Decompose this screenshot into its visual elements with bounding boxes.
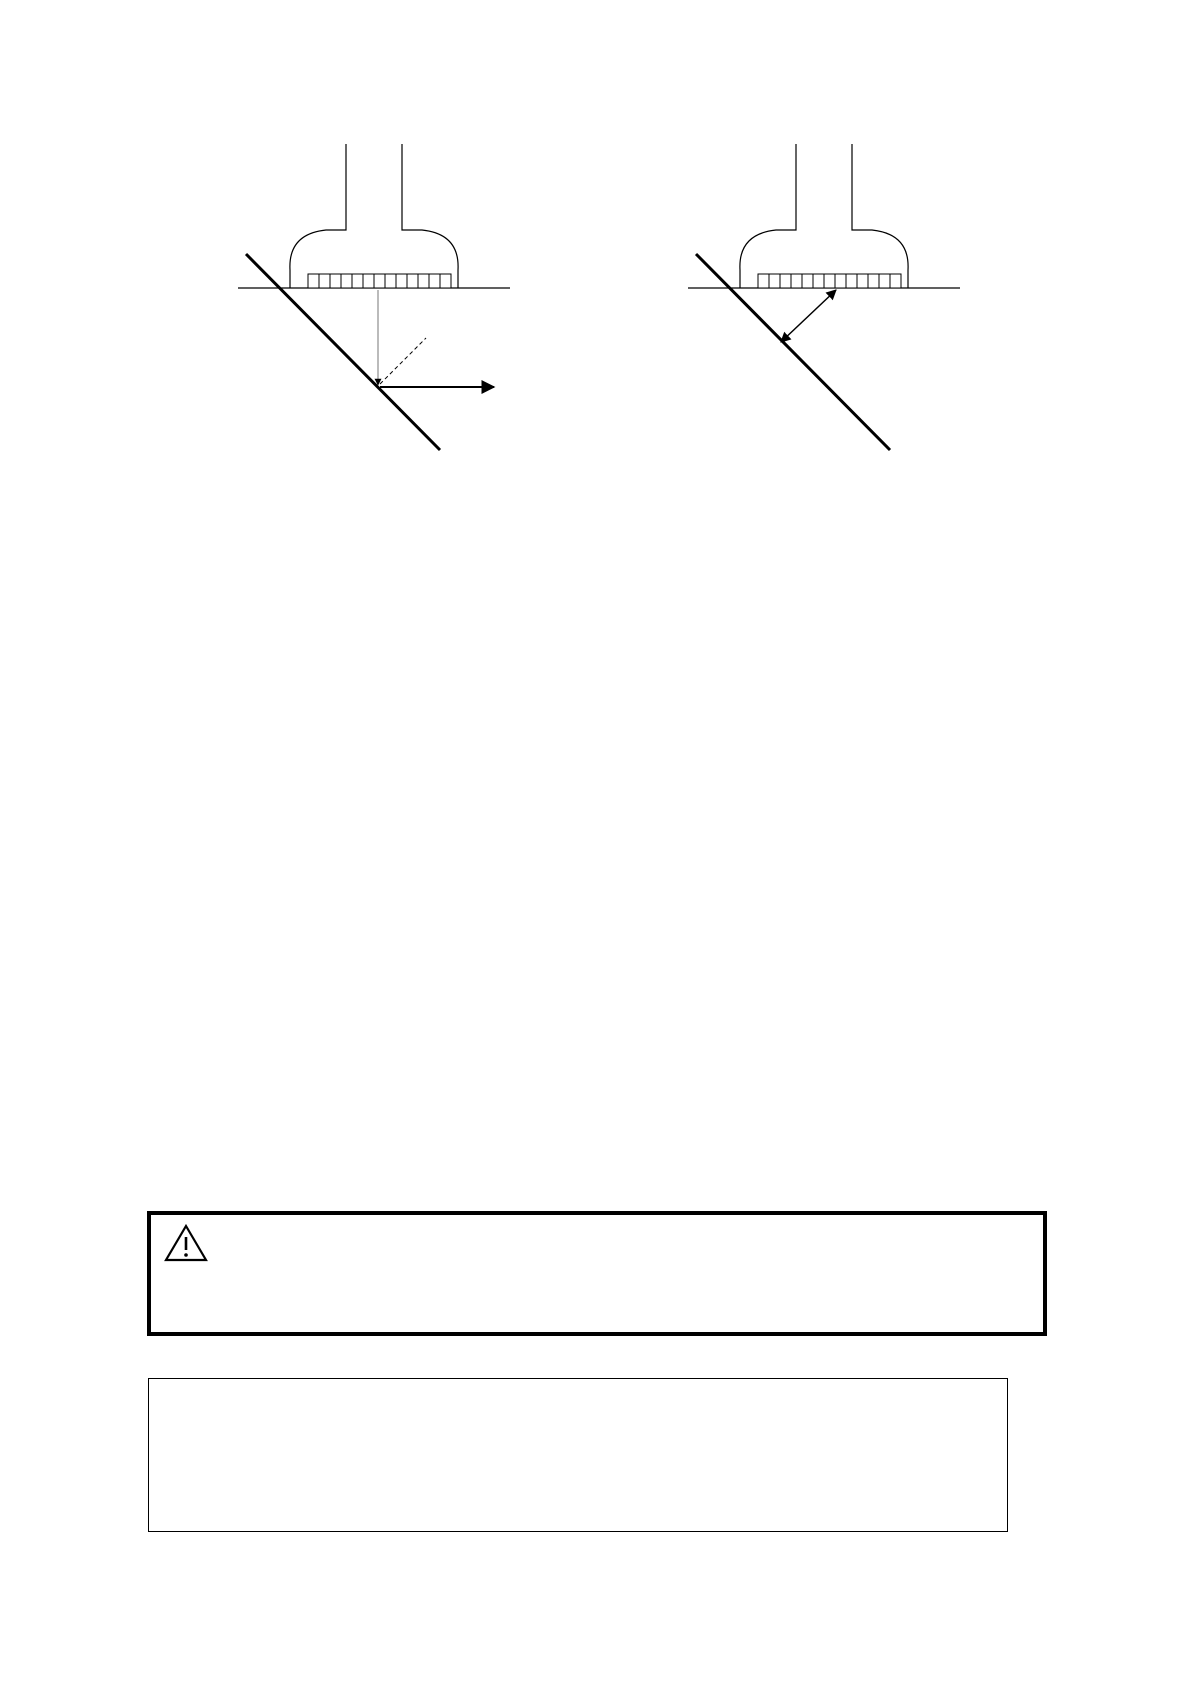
figure-beam-reflection <box>230 130 530 460</box>
transducer-array <box>308 274 451 288</box>
double-headed-arrow <box>781 290 836 342</box>
transducer-array <box>758 274 901 288</box>
warning-box <box>147 1211 1047 1336</box>
array-frame <box>308 274 451 288</box>
warning-triangle-icon <box>163 1223 209 1263</box>
reflected-beam-dashed <box>380 338 426 384</box>
note-box <box>148 1378 1008 1532</box>
probe-outline <box>290 144 458 288</box>
beam-reflection-diagram <box>230 130 530 460</box>
probe-outline <box>740 144 908 288</box>
array-frame <box>758 274 901 288</box>
figure-perpendicular-distance <box>680 130 980 460</box>
perpendicular-distance-diagram <box>680 130 980 460</box>
